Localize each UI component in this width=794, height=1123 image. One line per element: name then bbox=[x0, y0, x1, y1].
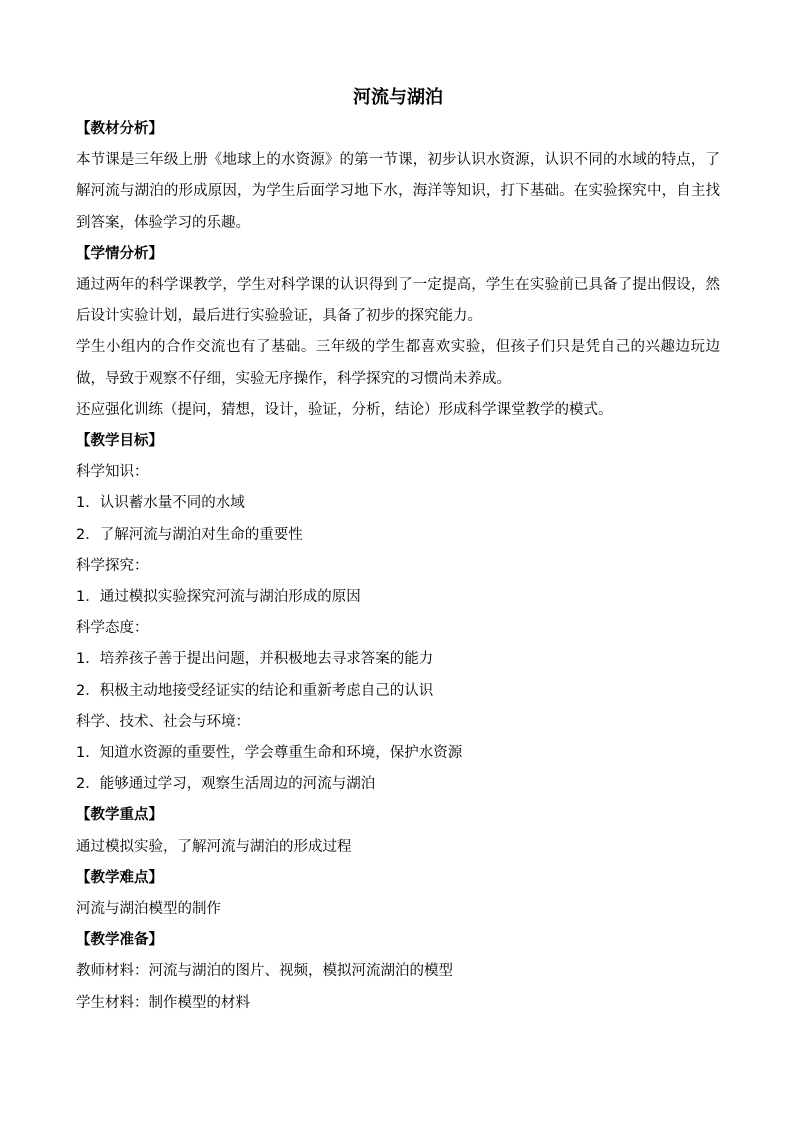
paragraph: 还应强化训练（提问，猜想，设计，验证，分析，结论）形成科学课堂教学的模式。 bbox=[76, 401, 613, 418]
paragraph: 学生材料：制作模型的材料 bbox=[76, 994, 250, 1011]
paragraph: 本节课是三年级上册《地球上的水资源》的第一节课，初步认识水资源，认识不同的水域的特点，了解河流与湖泊的形成原因，为学生后面学习地下水，海洋等知识，打下基础。在实验探究中，自主找到答案，体验学习的乐趣。 bbox=[76, 152, 720, 231]
paragraph: 河流与湖泊模型的制作 bbox=[76, 901, 221, 918]
subheading-science-attitude: 科学态度： bbox=[76, 620, 149, 637]
list-item: 1．知道水资源的重要性，学会尊重生命和环境，保护水资源 bbox=[76, 745, 463, 762]
list-item: 1．通过模拟实验探究河流与湖泊形成的原因 bbox=[76, 589, 361, 606]
list-item: 2．积极主动地接受经证实的结论和重新考虑自己的认识 bbox=[76, 682, 434, 699]
list-item: 1．认识蓄水量不同的水域 bbox=[76, 495, 245, 512]
paragraph: 通过模拟实验，了解河流与湖泊的形成过程 bbox=[76, 838, 352, 855]
section-heading-textbook-analysis: 【教材分析】 bbox=[76, 121, 163, 137]
subheading-science-knowledge: 科学知识： bbox=[76, 464, 149, 481]
subheading-science-inquiry: 科学探究： bbox=[76, 557, 149, 574]
section-heading-teaching-difficulty: 【教学难点】 bbox=[76, 869, 163, 886]
list-item: 2．了解河流与湖泊对生命的重要性 bbox=[76, 526, 303, 543]
section-heading-teaching-preparation: 【教学准备】 bbox=[76, 932, 163, 949]
paragraph: 教师材料：河流与湖泊的图片、视频，模拟河流湖泊的模型 bbox=[76, 963, 453, 980]
list-item: 1．培养孩子善于提出问题，并积极地去寻求答案的能力 bbox=[76, 651, 434, 668]
section-heading-student-analysis: 【学情分析】 bbox=[76, 245, 163, 262]
section-heading-teaching-goals: 【教学目标】 bbox=[76, 433, 163, 450]
paragraph: 通过两年的科学课教学，学生对科学课的认识得到了一定提高，学生在实验前已具备了提出假设，然后设计实验计划，最后进行实验验证，具备了初步的探究能力。 bbox=[76, 277, 720, 325]
section-heading-teaching-focus: 【教学重点】 bbox=[76, 807, 163, 824]
paragraph: 学生小组内的合作交流也有了基础。三年级的学生都喜欢实验，但孩子们只是凭自己的兴趣边玩边做，导致于观察不仔细，实验无序操作，科学探究的习惯尚未养成。 bbox=[76, 339, 720, 387]
list-item: 2．能够通过学习，观察生活周边的河流与湖泊 bbox=[76, 776, 376, 793]
subheading-stse: 科学、技术、社会与环境： bbox=[76, 713, 250, 730]
document-title: 河流与湖泊 bbox=[353, 87, 443, 108]
